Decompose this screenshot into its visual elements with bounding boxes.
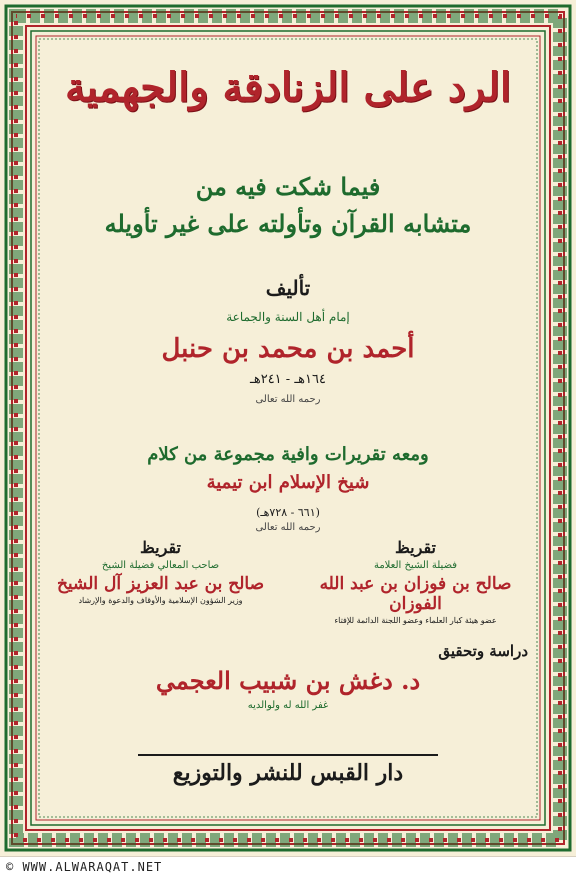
book-title: الرد على الزنادقة والجهمية xyxy=(65,64,511,111)
endorsement-honorific: صاحب المعالي فضيلة الشيخ xyxy=(101,560,220,571)
endorser-name: صالح بن فوزان بن عبد الله الفوزان xyxy=(319,574,512,614)
endorser-position: عضو هيئة كبار العلماء وعضو اللجنة الدائمة للإفتاء xyxy=(334,616,497,625)
by-label: تأليف xyxy=(265,276,311,300)
ibn-taymiyyah-rahimahu: رحمه الله تعالى xyxy=(255,522,321,533)
footer-bar xyxy=(0,856,576,877)
cover-content xyxy=(48,48,528,808)
endorsement-honorific: فضيلة الشيخ العلامة xyxy=(373,560,458,571)
editor-name: د. دغش بن شبيب العجمي xyxy=(155,666,421,695)
author-dates: ١٦٤هـ - ٢٤١هـ xyxy=(250,372,326,387)
ibn-taymiyyah-dates: (٦٦١ - ٧٢٨هـ) xyxy=(256,506,320,519)
endorser-name: صالح بن عبد العزيز آل الشيخ xyxy=(56,574,265,594)
editor-ghafara: غفر الله له ولوالديه xyxy=(247,700,329,711)
appendix-line2: شيخ الإسلام ابن تيمية xyxy=(206,472,370,493)
endorsement-label: تقريظ xyxy=(139,538,181,557)
copyright-watermark: © WWW.ALWARAQAT.NET xyxy=(6,860,163,874)
endorsement-label: تقريظ xyxy=(394,538,436,557)
imam-label: إمام أهل السنة والجماعة xyxy=(226,310,350,324)
author-rahimahu: رحمه الله تعالى xyxy=(255,394,321,405)
endorsement-left xyxy=(48,538,273,605)
author-name: أحمد بن محمد بن حنبل xyxy=(161,334,415,364)
appendix-line1: ومعه تقريرات وافية مجموعة من كلام xyxy=(147,444,429,465)
endorser-position: وزير الشؤون الإسلامية والأوقاف والدعوة والإرشاد xyxy=(78,596,243,605)
publisher-name: دار القبس للنشر والتوزيع xyxy=(138,754,438,786)
endorsement-right xyxy=(303,538,528,625)
study-label: دراسة وتحقيق xyxy=(438,642,528,660)
subtitle-line1: فيما شكت فيه من xyxy=(195,172,381,201)
subtitle-line2: متشابه القرآن وتأولته على غير تأويله xyxy=(104,209,472,238)
